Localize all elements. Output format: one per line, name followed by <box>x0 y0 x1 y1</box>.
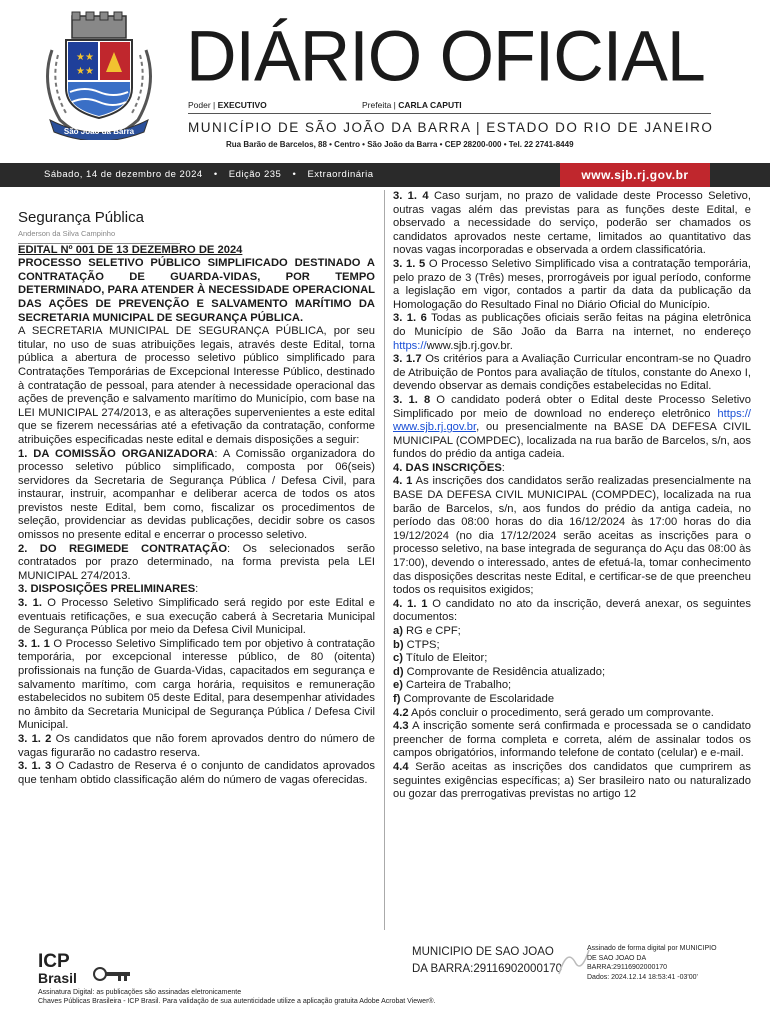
edital-heading: PROCESSO SELETIVO PÚBLICO SIMPLIFICADO DESTINADO A CONTRATAÇÃO DE GUARDA-VIDAS, POR TEMPO DETERMINADO, PARA ATENDER À NECESSIDADE OPERACIONAL DAS AÇÕES DE PREVENÇÃO E SALVAMENTO MARÍTIMO DA SECRETARIA MUNICIPAL DE SEGURANÇA PÚBLICA. <box>18 257 375 324</box>
edition-number: Edição 235 <box>228 169 282 180</box>
edition-info <box>44 169 382 180</box>
item-3-1: 3. 1. O Processo Seletivo Simplificado será regido por este Edital e eventuais retificações, e sua execução caberá à Secretaria Municipal de Segurança Pública por meio da Defesa Civil Municipal. <box>18 597 375 637</box>
documents-list <box>393 625 751 707</box>
column-divider <box>384 190 385 930</box>
website-link[interactable]: www.sjb.rj.gov.br <box>560 163 710 187</box>
footer <box>0 944 770 1024</box>
section-3-title: 3. DISPOSIÇÕES PRELIMINARES: <box>18 583 199 596</box>
svg-text:★★: ★★ <box>76 66 94 77</box>
right-column <box>393 190 751 802</box>
https-link[interactable]: https:// <box>717 407 751 420</box>
item-4-1-1: 4. 1. 1 O candidato no ato da inscrição, deverá anexar, os seguintes documentos: <box>393 597 751 624</box>
item-3-1-5: 3. 1. 5 O Processo Seletivo Simplificado visa a contratação temporária, pelo prazo de 3 (Três) meses, prorrogáveis por igual período, conforme a legislação em vigor, contados a partir da data da publicação da Homologação do Resultado Final no Diário Oficial do Município. <box>393 257 751 311</box>
website-url-link[interactable]: www.sjb.rj.gov.br <box>393 421 477 434</box>
band-separator: • <box>292 169 297 180</box>
website-url-link[interactable]: https:// <box>393 339 427 352</box>
item-3-1-2: 3. 1. 2 Os candidatos que não forem aprovados dentro do número de vagas figurarão no cadastro reserva. <box>18 732 375 759</box>
document-item: c) Título de Eleitor; <box>393 652 488 665</box>
item-3-1-1: 3. 1. 1 O Processo Seletivo Simplificado tem por objetivo à contratação temporária, por excepcional interesse público, de 80 (oitenta) profissionais na função de Guarda-Vidas, capacitados em segurança e salvamento marítimo, com carga horária, requisitos e remuneração estabelecidos no subitem 05 deste Edital, para desempenhar atividades no âmbito da Secretaria Municipal de Segurança Pública / Defesa Civil Municipal. <box>18 637 375 732</box>
prefeita-label: Prefeita | CARLA CAPUTI <box>362 100 462 110</box>
item-4-3: 4.3 A inscrição somente será confirmada e processada se o candidato preencher de forma completa e correta, além de assinalar todos os campos obrigatórios, informando telefone de contato (celular) e e-mail. <box>393 720 751 760</box>
edition-band <box>0 163 770 187</box>
signer-name: MUNICIPIO DE SAO JOAO DA BARRA:29116902000170 <box>412 946 563 975</box>
city-crest-icon <box>40 10 158 140</box>
svg-text:São João da Barra: São João da Barra <box>63 127 135 136</box>
icp-brasil-logo-icon <box>38 950 134 986</box>
address-line: Rua Barão de Barcelos, 88 • Centro • São João da Barra • CEP 28200-000 • Tel. 22 2741-8449 <box>226 140 574 149</box>
section-4-title: 4. DAS INSCRIÇÕES: <box>393 461 505 474</box>
document-item: b) CTPS; <box>393 638 440 651</box>
item-3-1-7: 3. 1.7 Os critérios para a Avaliação Curricular encontram-se no Quadro de Atribuição de Pontos para avaliação de títulos, constante do Anexo I, devendo observar as demais condições estabelecidas no Edital. <box>393 353 751 393</box>
left-column <box>18 209 375 787</box>
document-item: d) Comprovante de Residência atualizado; <box>393 665 606 678</box>
band-separator: • <box>213 169 218 180</box>
item-3-1-4: 3. 1. 4 Caso surjam, no prazo de validade deste Processo Seletivo, outras vagas além das previstas para as funções deste Edital, e observado a necessidade do serviço, poderão ser chamados os candidatos aprovados neste certame, limitados ao quantitativo das novas vagas incorporadas e observada a ordem classificatória. <box>393 190 751 257</box>
masthead <box>0 0 770 162</box>
signature-details: Assinado de forma digital por MUNICIPIO DE SAO JOAO DA BARRA:29116902000170 Dados: 2024.12.14 18:53:41 -03'00' <box>587 945 717 981</box>
poder-label: Poder | EXECUTIVO <box>188 100 267 110</box>
document-item: e) Carteira de Trabalho; <box>393 679 512 692</box>
svg-text:Brasil: Brasil <box>38 970 77 986</box>
item-4-4: 4.4 Serão aceitas as inscrições dos candidatos que cumprirem as seguintes exigências específicas; a) Ser brasileiro nato ou naturalizado ou gozar das prerrogativas previstas no artigo 12 <box>393 760 751 801</box>
section-author: Anderson da Silva Campinho <box>18 227 180 244</box>
document-item: a) RG e CPF; <box>393 625 461 637</box>
edition-date: Sábado, 14 de dezembro de 2024 <box>44 169 203 180</box>
header-divider <box>188 113 711 114</box>
item-4-2: 4.2 Após concluir o procedimento, será gerado um comprovante. <box>393 706 714 719</box>
edition-type: Extraordinária <box>307 169 374 180</box>
item-4-1: 4. 1 As inscrições dos candidatos serão realizadas presencialmente na BASE DA DEFESA CIVIL MUNICIPAL (COMPDEC), localizada na rua barão de Barcelos, s/n, aos fundos do prédio da antiga cadeia, no período das 08:00 horas do dia 16/12/2024 às 17:00 horas do dia 19/12/2024 (no dia 17/12/2024 serão aceitas as inscrições para o processo seletivo, na base integrada de segurança do Açu das 08:00 às 17:00), devendo o interessado, antes de efetuá-la, tomar conhecimento das disposições descritas neste Edital, e certificar-se de que preencheu todos os requisitos exigidos; <box>393 475 751 597</box>
digital-signature-note: Assinatura Digital: as publicações são assinadas eletronicamente Chaves Públicas Brasileira - ICP Brasil. Para validação de sua autenticidade utilize a aplicação gratuita Adobe Acrobat Viewer®. <box>38 989 436 1005</box>
edital-number: EDITAL Nº 001 DE 13 DEZEMBRO DE 2024 <box>18 243 243 256</box>
section-title: Segurança Pública <box>18 209 144 226</box>
edital-intro: A SECRETARIA MUNICIPAL DE SEGURANÇA PÚBLICA, por seu titular, no uso de suas atribuições legais, através deste Edital, torna pública a abertura de processo seletivo público simplificado para Contratações Temporárias de Excepcional Interesse Público, destinado à contratação de pessoal, para atender à necessidade operacional das ações de prevenção e salvamento marítimo do Município, com base na LEI MUNICIPAL 274/2013, e as alterações supervenientes a este edital que se fizerem necessárias até a efetivação da contratação, conforme atribuições especificadas neste edital e demais disposições a seguir: <box>18 325 375 446</box>
item-3-1-6: 3. 1. 6 Todas as publicações oficiais serão feitas na página eletrônica do Município de São João da Barra na internet, no endereço https://www.sjb.rj.gov.br. <box>393 312 751 352</box>
item-3-1-8: 3. 1. 8 O candidato poderá obter o Edital deste Processo Seletivo Simplificado por meio de download no endereço eletrônico https:// www.sjb.rj.gov.br, ou presencialmente na BASE DA DEFESA CIVIL MUNICIPAL (COMPDEC), localizada na rua barão de Barcelos, s/n, aos fundos do prédio da antiga cadeia. <box>393 393 751 461</box>
municipality-line: MUNICÍPIO DE SÃO JOÃO DA BARRA | ESTADO DO RIO DE JANEIRO <box>188 120 714 135</box>
section-2: 2. DO REGIMEDE CONTRATAÇÃO: Os selecionados serão contratados por prazo determinado, na forma prevista pela LEI MUNICIPAL 274/2013. <box>18 542 375 582</box>
svg-text:ICP: ICP <box>38 951 70 972</box>
section-1: 1. DA COMISSÃO ORGANIZADORA: A Comissão organizadora do processo seletivo público simplificado, composta por 06(seis) servidores da Secretaria de Segurança Pública / Defesa Civil, para instaurar, instruir, acompanhar e deliberar acerca de todos os atos previstos neste Edital, bem como, fiscalizar os procedimentos de seleção, providenciar as devidas publicações, decidir sobre os casos omissos no presente edital e encerrar o processo seletivo. <box>18 447 375 542</box>
item-3-1-3: 3. 1. 3 O Cadastro de Reserva é o conjunto de candidatos aprovados que tenham obtido classificação além do número de vagas oferecidas. <box>18 760 375 786</box>
document-item: f) Comprovante de Escolaridade <box>393 692 555 705</box>
svg-text:★★: ★★ <box>76 52 94 63</box>
newspaper-title: DIÁRIO OFICIAL <box>186 16 705 96</box>
